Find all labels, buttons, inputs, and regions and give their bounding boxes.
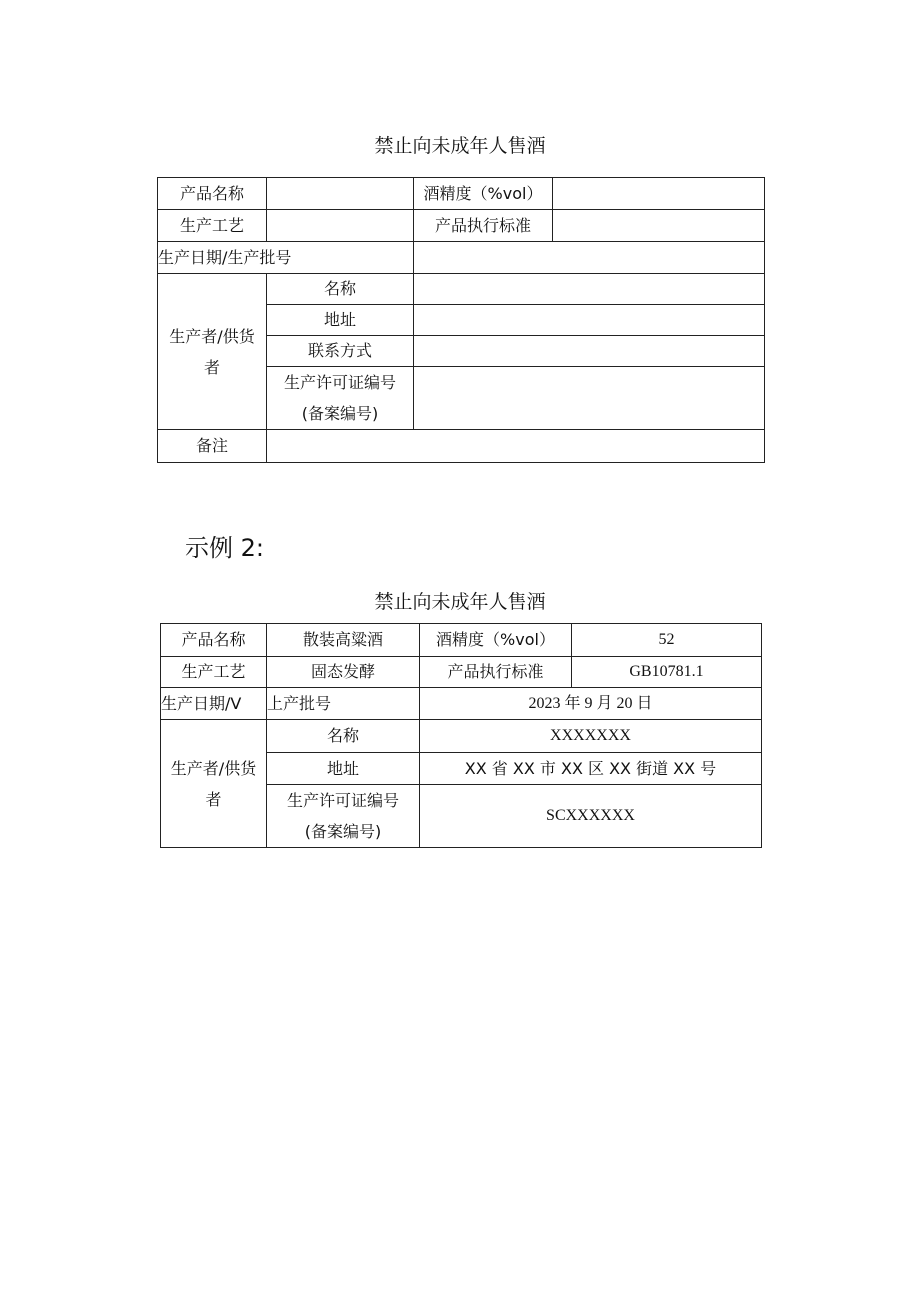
ex-standard-label: 产品执行标准 — [420, 657, 572, 688]
example-heading: 示例 2: — [185, 534, 264, 562]
license-label-line1: 生产许可证编号 — [283, 373, 396, 392]
address-label: 地址 — [267, 305, 414, 336]
ex-process-value: 固态发酵 — [267, 657, 420, 688]
ex-process-label: 生产工艺 — [161, 657, 267, 688]
license-label-line2: (备案编号) — [301, 404, 379, 423]
standard-label: 产品执行标准 — [414, 210, 553, 242]
product-name-field[interactable] — [267, 178, 414, 210]
ex-date-value: 2023 年 9 月 20 日 — [420, 688, 762, 720]
ex-product-name-value: 散装高粱酒 — [267, 624, 420, 657]
date-batch-label: 生产日期/生产批号 — [158, 242, 414, 274]
ex-producer-label — [161, 720, 267, 848]
address-field[interactable] — [414, 305, 765, 336]
template-title: 禁止向未成年人售酒 — [374, 135, 546, 157]
process-field[interactable] — [267, 210, 414, 242]
contact-field[interactable] — [414, 336, 765, 367]
ex-producer-label-line2: 者 — [205, 789, 222, 809]
date-batch-field[interactable] — [414, 242, 765, 274]
example-title: 禁止向未成年人售酒 — [374, 591, 546, 613]
product-name-label: 产品名称 — [158, 178, 267, 210]
producer-label-line2: 者 — [203, 357, 220, 377]
producer-label-line1: 生产者/供货 — [169, 326, 255, 346]
ex-producer-label-line1: 生产者/供货 — [170, 758, 257, 778]
ex-address-label: 地址 — [267, 753, 420, 785]
ex-abv-label: 酒精度（%vol） — [420, 624, 572, 657]
remarks-field[interactable] — [267, 430, 765, 463]
producer-label — [158, 274, 267, 430]
ex-name-value: XXXXXXX — [420, 720, 762, 753]
license-label — [267, 367, 414, 430]
ex-date-label-part1: 生产日期/V — [161, 688, 267, 720]
name-label: 名称 — [267, 274, 414, 305]
ex-address-value: XX 省 XX 市 XX 区 XX 街道 XX 号 — [420, 753, 762, 785]
ex-license-value: SCXXXXXX — [420, 785, 762, 848]
ex-product-name-label: 产品名称 — [161, 624, 267, 657]
ex-date-label-part2: 上产批号 — [267, 688, 420, 720]
name-field[interactable] — [414, 274, 765, 305]
blank-label-table — [157, 177, 765, 463]
ex-standard-value: GB10781.1 — [572, 657, 762, 688]
standard-field[interactable] — [553, 210, 765, 242]
ex-license-label — [267, 785, 420, 848]
contact-label: 联系方式 — [267, 336, 414, 367]
abv-label: 酒精度（%vol） — [414, 178, 553, 210]
ex-license-label-line1: 生产许可证编号 — [286, 791, 399, 810]
ex-name-label: 名称 — [267, 720, 420, 753]
ex-license-label-line2: (备案编号) — [304, 822, 382, 841]
process-label: 生产工艺 — [158, 210, 267, 242]
abv-field[interactable] — [553, 178, 765, 210]
license-field[interactable] — [414, 367, 765, 430]
ex-abv-value: 52 — [572, 624, 762, 657]
remarks-label: 备注 — [158, 430, 267, 463]
filled-label-table — [160, 623, 762, 848]
